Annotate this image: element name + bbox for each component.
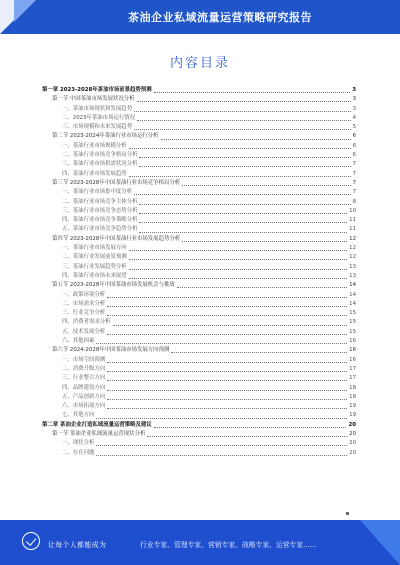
toc-entry-page: 20 [349,440,356,447]
toc-entry-item[interactable] [42,309,356,318]
toc-entry-section[interactable] [42,346,356,355]
toc-leader-dots [137,101,351,102]
toc-entry-page: 19 [349,403,356,410]
footer-tags: 行业专家、管理专家、营销专家、战略专家、运营专家…… [140,541,317,549]
toc-entry-item[interactable] [42,384,356,393]
toc-entry-page: 14 [349,300,356,307]
toc-leader-dots [139,232,347,233]
toc-entry-page: 5 [352,124,356,131]
toc-leader-dots [107,380,347,381]
toc-entry-page: 7 [352,179,356,186]
toc-leader-dots [182,241,347,242]
toc-entry-page: 20 [348,421,356,428]
toc-entry-label: 三、茶油行业市场供需状况分析 [62,161,138,168]
toc-entry-page: 6 [352,152,356,159]
toc-entry-label: 第一章 2023-2028年茶油市场前景趋势预测 [42,87,152,93]
toc-entry-item[interactable] [42,105,356,114]
toc-entry-label: 一、市场空间预测 [62,356,106,363]
toc-entry-page: 3 [352,105,356,112]
toc-entry-page: 12 [349,245,356,252]
toc-entry-label: 四、茶油行业市场发展趋势 [62,170,127,177]
toc-entry-page: 3 [352,87,356,93]
toc-entry-label: 二、消费升级方向 [62,365,106,372]
toc-entry-chapter[interactable] [42,86,356,95]
toc-leader-dots [139,166,350,167]
toc-entry-item[interactable] [42,216,356,225]
toc-entry-item[interactable] [42,253,356,262]
toc-entry-item[interactable] [42,114,356,123]
checkmark-icon [22,532,40,550]
toc-entry-label: 第一节 茶油企业私域流量运营现状分析 [52,430,146,437]
toc-entry-section[interactable] [42,430,356,439]
toc-entry-label: 五、技术发展分析 [62,328,106,335]
toc-leader-dots [107,408,347,409]
toc-leader-dots [129,148,351,149]
toc-entry-page: 19 [349,412,356,419]
report-title: 茶油企业私域流量运营策略研究报告 [128,11,312,24]
toc-entry-item[interactable] [42,365,356,374]
toc-entry-label: 四、茶油行业市场竞争策略分析 [62,217,138,224]
toc-entry-item[interactable] [42,411,356,420]
toc-entry-label: 四、消费者需求分析 [62,319,111,326]
toc-entry-label: 第三节 2023-2028年中国茶油行业市场竞争格局分析 [52,179,181,186]
toc-leader-dots [107,306,347,307]
toc-entry-page: 12 [349,254,356,261]
toc-leader-dots [134,194,350,195]
toc-entry-section[interactable] [42,179,356,188]
toc-entry-page: 18 [349,393,356,400]
toc-entry-label: 第五节 2023-2028年中国茶油市场发展机会与挑战 [52,282,175,289]
toc-entry-page: 18 [349,384,356,391]
toc-entry-item[interactable] [42,402,356,411]
toc-entry-item[interactable] [42,263,356,272]
toc-entry-item[interactable] [42,244,356,253]
toc-entry-label: 二、市场需求分析 [62,300,106,307]
toc-leader-dots [107,362,347,363]
toc-entry-page: 7 [352,170,356,177]
toc-entry-label: 二、茶油行业市场竞争主体分析 [62,198,138,205]
toc-leader-dots [137,120,351,121]
toc-entry-item[interactable] [42,160,356,169]
toc-entry-item[interactable] [42,272,356,281]
toc-entry-label: 二、茶油行业市场竞争格局分析 [62,152,138,159]
toc-entry-label: 六、其他因素 [62,338,95,345]
toc-entry-page: 3 [352,96,356,103]
toc-entry-page: 6 [352,142,356,149]
toc-entry-section[interactable] [42,95,356,104]
toc-entry-page: 14 [349,291,356,298]
toc-entry-label: 第一节 中国茶油市场发展状况分析 [52,96,135,103]
toc-entry-item[interactable] [42,123,356,132]
toc-leader-dots [161,139,351,140]
toc-entry-section[interactable] [42,281,356,290]
toc-leader-dots [139,222,347,223]
toc-leader-dots [154,92,351,93]
toc-heading: 内容目录 [169,56,230,71]
toc-entry-section[interactable] [42,235,356,244]
footer-accent-decoration [360,520,400,565]
toc-leader-dots [96,455,347,456]
toc-leader-dots [139,213,347,214]
toc-entry-page: 20 [349,430,356,437]
toc-leader-dots [107,390,347,391]
toc-leader-dots [113,325,348,326]
toc-entry-page: 16 [349,356,356,363]
toc-entry-section[interactable] [42,132,356,141]
toc-entry-page: 15 [349,310,356,317]
toc-entry-page: 6 [352,133,356,140]
toc-entry-label: 一、茶油行业市场集中度分析 [62,189,133,196]
toc-entry-label: 一、茶油行业市场发展方向 [62,245,127,252]
toc-entry-page: 7 [352,189,356,196]
toc-entry-item[interactable] [42,374,356,383]
toc-entry-label: 七、其他方向 [62,412,95,419]
toc-entry-label: 一、茶油市场现状和发展趋势 [62,105,133,112]
toc-entry-label: 三、茶油行业市场竞争态势分析 [62,207,138,214]
toc-entry-page: 4 [352,114,356,121]
toc-leader-dots [107,315,347,316]
toc-entry-item[interactable] [42,318,356,327]
toc-leader-dots [96,445,347,446]
toc-entry-item[interactable] [42,225,356,234]
toc-entry-label: 第六节 2024-2028年中国茶油市场发展方向预测 [52,347,170,354]
toc-leader-dots [134,129,350,130]
toc-leader-dots [139,204,350,205]
toc-entry-label: 二、存在问题 [62,449,95,456]
toc-entry-label: 五、产品创新方向 [62,393,106,400]
toc-entry-label: 四、品牌建设方向 [62,384,106,391]
toc-entry-item[interactable] [42,337,356,346]
toc-entry-item[interactable] [42,393,356,402]
toc-entry-page: 16 [349,347,356,354]
toc-entry-label: 一、茶油行业市场规模分析 [62,142,127,149]
toc-leader-dots [107,297,347,298]
toc-entry-item[interactable] [42,328,356,337]
toc-leader-dots [182,185,350,186]
toc-leader-dots [129,278,347,279]
toc-entry-label: 三、茶油行业发展趋势分析 [62,263,127,270]
toc-entry-page: 14 [349,282,356,289]
toc-entry-item[interactable] [42,170,356,179]
toc-leader-dots [134,111,350,112]
toc-entry-label: 二、2023年茶油市场运行情况 [62,114,136,121]
toc-entry-page: 17 [349,365,356,372]
toc-entry-page: 7 [352,161,356,168]
toc-entry-label: 三、行业竞争分析 [62,310,106,317]
toc-entry-page: 17 [349,375,356,382]
toc-leader-dots [154,427,347,428]
toc-entry-page: 15 [349,319,356,326]
page-marker [346,512,349,515]
toc-leader-dots [129,259,347,260]
toc-entry-item[interactable] [42,188,356,197]
toc-entry-label: 六、市场拓展方向 [62,403,106,410]
toc-entry-label: 四、茶油行业市场未来展望 [62,272,127,279]
toc-leader-dots [96,418,347,419]
toc-entry-label: 第二节 2023-2024年茶油行业市场运行分析 [52,133,159,140]
toc-entry-label: 三、行业整合方向 [62,375,106,382]
header-corner-accent [14,0,36,22]
toc-entry-item[interactable] [42,439,356,448]
toc-entry-item[interactable] [42,207,356,216]
toc-leader-dots [107,334,347,335]
toc-leader-dots [107,371,347,372]
toc-entry-item[interactable] [42,449,356,458]
toc-entry-label: 第二章 茶油企业打造私域流量运营策略及建议 [42,421,152,428]
toc-entry-chapter[interactable] [42,421,356,430]
toc-leader-dots [129,176,351,177]
toc-entry-item[interactable] [42,142,356,151]
toc-leader-dots [139,157,350,158]
toc-entry-page: 8 [352,198,356,205]
toc-leader-dots [129,269,347,270]
toc-entry-page: 11 [349,217,356,224]
toc-leader-dots [147,436,347,437]
toc-entry-page: 15 [349,328,356,335]
toc-entry-item[interactable] [42,356,356,365]
toc-entry-label: 一、政策环境分析 [62,291,106,298]
toc-entry-page: 10 [349,207,356,214]
toc-entry-page: 13 [349,263,356,270]
toc-leader-dots [96,343,347,344]
toc-entry-item[interactable] [42,291,356,300]
toc-leader-dots [107,399,347,400]
toc-entry-page: 12 [349,235,356,242]
toc-leader-dots [129,250,347,251]
toc-entry-label: 一、现状分析 [62,440,95,447]
toc-entry-page: 13 [349,272,356,279]
toc-entry-item[interactable] [42,300,356,309]
toc-leader-dots [171,352,347,353]
table-of-contents [42,86,356,458]
toc-entry-page: 16 [349,338,356,345]
toc-entry-label: 第四节 2023-2028年中国茶油行业市场发展趋势分析 [52,235,181,242]
footer-slogan: 让每个人都能成为 [48,541,107,549]
toc-leader-dots [177,287,347,288]
toc-entry-item[interactable] [42,151,356,160]
toc-entry-label: 三、市场规模和未来发展趋势 [62,124,133,131]
toc-entry-label: 五、茶油行业市场竞争趋势分析 [62,226,138,233]
toc-entry-label: 二、茶油行业发展前景预测 [62,254,127,261]
toc-entry-page: 20 [349,449,356,456]
toc-entry-page: 11 [349,226,356,233]
toc-entry-item[interactable] [42,198,356,207]
